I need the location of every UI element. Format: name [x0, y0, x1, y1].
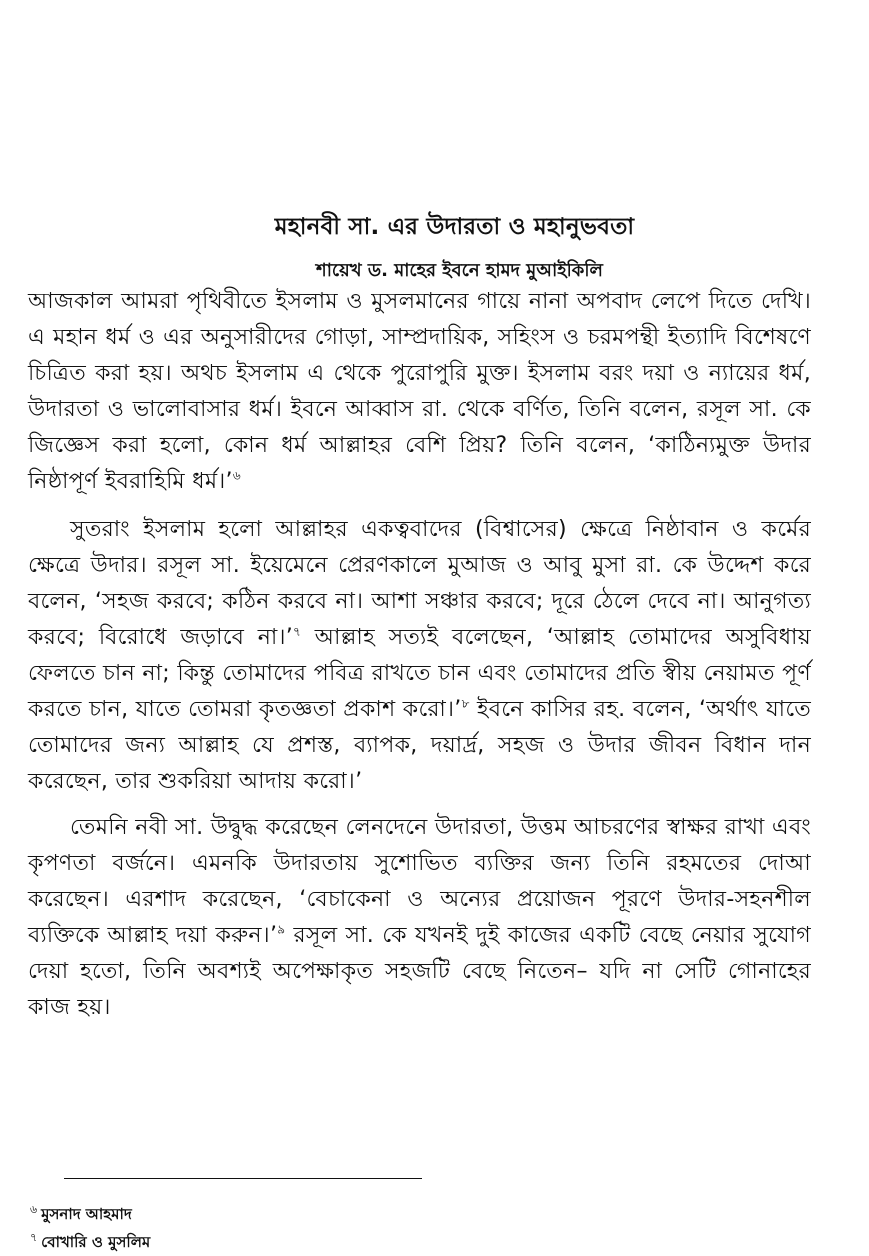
footnote-number: ৭: [30, 1231, 38, 1244]
footnote-ref-8: ৮: [461, 696, 470, 711]
paragraph-2: [28, 512, 811, 800]
footnote-ref-7: ৭: [293, 624, 302, 639]
footnotes: [30, 1200, 530, 1256]
footnote-7: [30, 1228, 530, 1256]
footnote-ref-6: ৬: [232, 468, 241, 483]
footnote-number: ৬: [30, 1203, 38, 1216]
paragraph-3: [28, 810, 811, 1026]
paragraph-3-segment-1: তেমনি নবী সা. উদ্বুদ্ধ করেছেন লেনদেনে উদারতা, উত্তম আচরণের স্বাক্ষর রাখা এবং কৃপণতা বর্জনে। এমনকি উদারতায় সুশোভিত ব্যক্তির জন্য তিনি রহমতের দোআ করেছেন। এরশাদ করেছেন, ‘বেচাকেনা ও অন্যের প্রয়োজন পূরণে উদার-সহনশীল ব্যক্তিকে আল্লাহ দয়া করুন।’: [28, 815, 811, 948]
footnote-ref-9: ৯: [277, 922, 286, 937]
footnote-text: বোখারি ও মুসলিম: [41, 1233, 151, 1251]
paragraph-3-segment-2: রসূল সা. কে যখনই দুই কাজের একটি বেছে নেয়ার সুযোগ দেয়া হতো, তিনি অবশ্যই অপেক্ষাকৃত সহজটি বেছে নিতেন– যদি না সেটি গোনাহের কাজ হয়।: [28, 923, 811, 1020]
paragraph-1-text: আজকাল আমরা পৃথিবীতে ইসলাম ও মুসলমানের গায়ে নানা অপবাদ লেপে দিতে দেখি। এ মহান ধর্ম ও এর অনুসারীদের গোড়া, সাম্প্রদায়িক, সহিংস ও চরমপন্থী ইত্যাদি বিশেষণে চিত্রিত করা হয়। অথচ ইসলাম এ থেকে পুরোপুরি মুক্ত। ইসলাম বরং দয়া ও ন্যায়ের ধর্ম, উদারতা ও ভালোবাসার ধর্ম। ইবনে আব্বাস রা. থেকে বর্ণিত, তিনি বলেন, রসূল সা. কে জিজ্ঞেস করা হলো, কোন ধর্ম আল্লাহর বেশি প্রিয়? তিনি বলেন, ‘কাঠিন্যমুক্ত উদার নিষ্ঠাপূর্ণ ইবরাহিমি ধর্ম।’: [28, 289, 811, 494]
paragraph-2-segment-3: ইবনে কাসির রহ. বলেন, ‘অর্থাৎ যাতে তোমাদের জন্য আল্লাহ যে প্রশস্ত, ব্যাপক, দয়ার্দ্র, সহজ ও উদার জীবন বিধান দান করেছেন, তার শুকরিয়া আদায় করো।’: [28, 697, 812, 794]
paragraph-1: [28, 284, 811, 500]
page-title: মহানবী সা. এর উদারতা ও মহানুভবতা: [274, 214, 635, 240]
paragraph-2-segment-1: সুতরাং ইসলাম হলো আল্লাহর একত্ববাদের (বিশ্বাসের) ক্ষেত্রে নিষ্ঠাবান ও কর্মের ক্ষেত্রে উদার। রসূল সা. ইয়েমেনে প্রেরণকালে মুআজ ও আবু মুসা রা. কে উদ্দেশ করে বলেন, ‘সহজ করবে; কঠিন করবে না। আশা সঞ্চার করবে; দূরে ঠেলে দেবে না। আনুগত্য করবে; বিরোধে জড়াবে না।’: [28, 517, 811, 650]
footnote-text: মুসনাদ আহমাদ: [41, 1205, 132, 1223]
article-body: [28, 284, 811, 1026]
footnote-6: [30, 1200, 530, 1228]
author-line: শায়েখ ড. মাহের ইবনে হামদ মুআইকিলি: [316, 260, 603, 281]
paragraph-2-segment-2: আল্লাহ সত্যই বলেছেন, ‘আল্লাহ তোমাদের অসুবিধায় ফেলতে চান না; কিন্তু তোমাদের পবিত্র রাখতে চান এবং তোমাদের প্রতি স্বীয় নেয়ামত পূর্ণ করতে চান, যাতে তোমরা কৃতজ্ঞতা প্রকাশ করো।’: [28, 625, 811, 722]
footnote-divider: [64, 1178, 422, 1179]
